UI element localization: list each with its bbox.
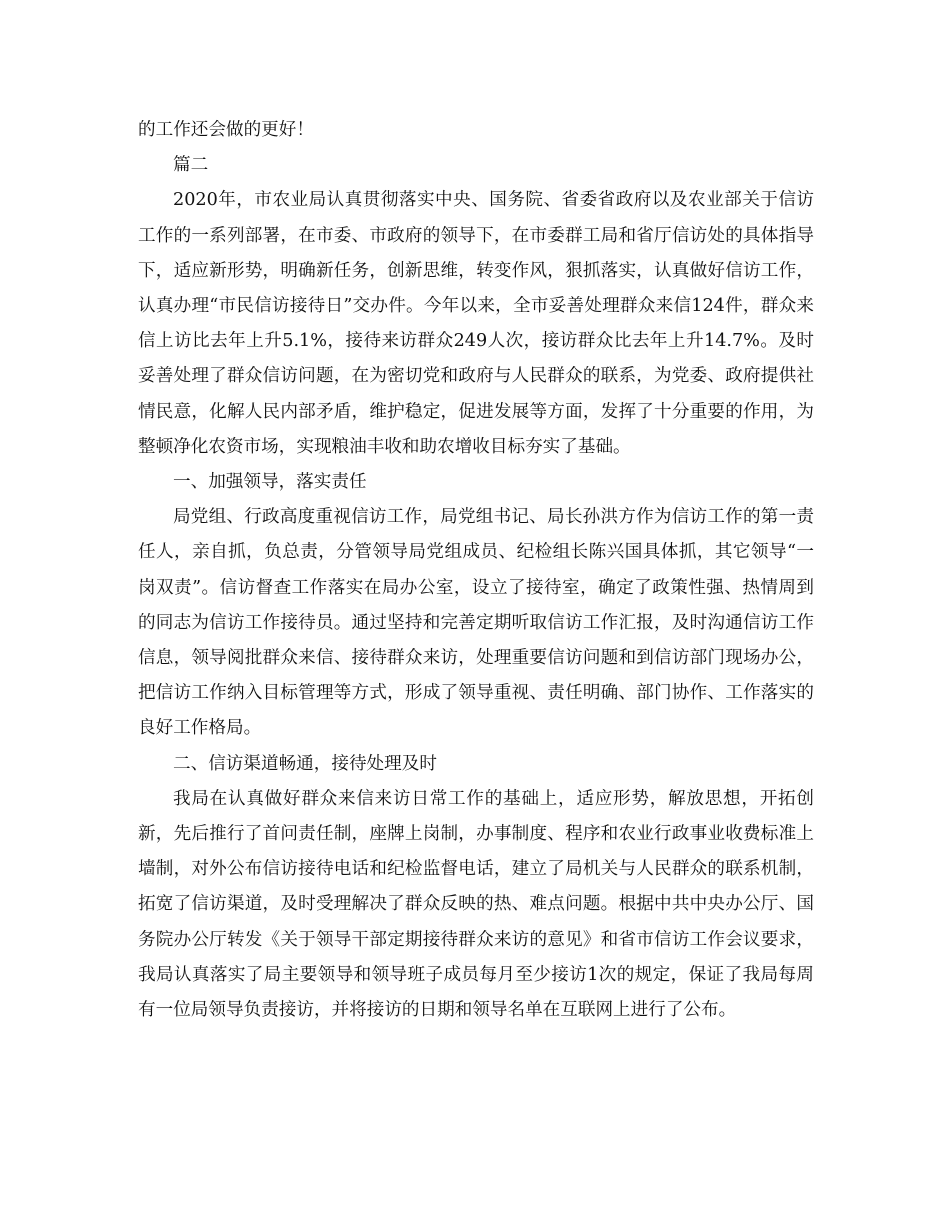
section-title: 篇二 bbox=[173, 155, 209, 176]
body-paragraph-1: 局党组、行政高度重视信访工作，局党组书记、局长孙洪方作为信访工作的第一责任人，亲自抓，负总责，分管领导局党组成员、纪检组长陈兴国具体抓，其它领导“一岗双责”。信访督查工作落实在局办公室，设立了接待室，确定了政策性强、热情周到的同志为信访工作接待员。通过坚持和完善定期听取信访工作汇报，及时沟通信访工作信息，领导阅批群众来信、接待群众来访，处理重要信访问题和到信访部门现场办公，把信访工作纳入目标管理等方式，形成了领导重视、责任明确、部门协作、工作落实的良好工作格局。 bbox=[138, 507, 814, 739]
document-page bbox=[138, 113, 814, 1028]
continuation-text: 的工作还会做的更好！ bbox=[138, 120, 314, 140]
body-paragraph-2: 我局在认真做好群众来信来访日常工作的基础上，适应形势，解放思想，开拓创新，先后推行了首问责任制，座牌上岗制，办事制度、程序和农业行政事业收费标准上墙制，对外公布信访接待电话和纪检监督电话，建立了局机关与人民群众的联系机制，拓宽了信访渠道，及时受理解决了群众反映的热、难点问题。根据中共中央办公厅、国务院办公厅转发《关于领导干部定期接待群众来访的意见》和省市信访工作会议要求，我局认真落实了局主要领导和领导班子成员每月至少接访1次的规定，保证了我局每周有一位局领导负责接访，并将接访的日期和领导名单在互联网上进行了公布。 bbox=[138, 788, 814, 1021]
heading-1: 一、加强领导，落实责任 bbox=[173, 472, 367, 493]
heading-2: 二、信访渠道畅通，接待处理及时 bbox=[173, 753, 437, 774]
intro-paragraph: 2020年，市农业局认真贯彻落实中央、国务院、省委省政府以及农业部关于信访工作的一系列部署，在市委、市政府的领导下，在市委群工局和省厅信访处的具体指导下，适应新形势，明确新任务，创新思维，转变作风，狠抓落实，认真做好信访工作，认真办理“市民信访接待日”交办件。今年以来，全市妥善处理群众来信124件，群众来信上访比去年上升5.1%，接待来访群众249人次，接访群众比去年上升14.7%。及时妥善处理了群众信访问题，在为密切党和政府与人民群众的联系，为党委、政府提供社情民意，化解人民内部矛盾，维护稳定，促进发展等方面，发挥了十分重要的作用，为整顿净化农资市场，实现粮油丰收和助农增收目标夯实了基础。 bbox=[138, 190, 814, 457]
